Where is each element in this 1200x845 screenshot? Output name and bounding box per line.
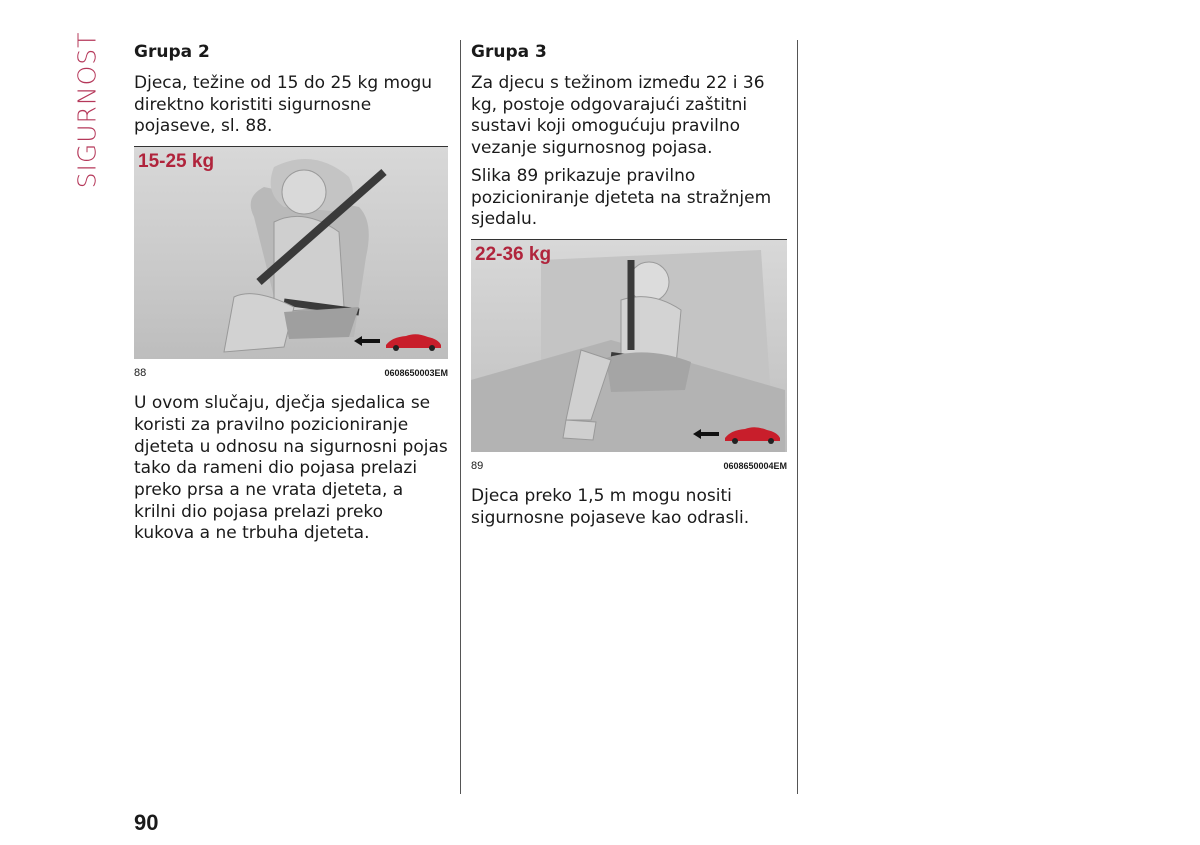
figure-88 (134, 146, 448, 359)
child-booster-seat-illustration (134, 147, 446, 359)
column-divider (797, 40, 798, 794)
section-tab (70, 31, 104, 189)
body-paragraph: U ovom slučaju, dječja sjedalica se koristi za pravilno pozicioniranje djeteta u odnosu na sigurnosni pojas tako da rameni dio pojasa prelazi preko prsa a ne vrata djeteta, a krilni dio pojasa prelazi preko kukova a ne trbuha djeteta. (134, 393, 448, 544)
intro-paragraph: Djeca, težine od 15 do 25 kg mogu direktno koristiti sigurnosne pojaseve, sl. 88. (134, 73, 433, 137)
intro-paragraph: Za djecu s težinom između 22 i 36 kg, postoje odgovarajući zaštitni sustavi koji omogućuju pravilno vezanje sigurnosnog pojasa. (471, 73, 765, 159)
figure-code: 0608650004EM (723, 460, 787, 471)
intro-paragraph-2: Slika 89 prikazuje pravilno pozicioniranje djeteta na stražnjem sjedalu. (471, 165, 772, 230)
figure-caption (471, 460, 787, 472)
figure-number: 88 (134, 367, 147, 380)
figure-89 (471, 239, 787, 452)
section-heading: Grupa 3 (471, 42, 547, 62)
column-divider (460, 40, 461, 794)
section-heading: Grupa 2 (134, 42, 210, 62)
section-tab-label: SIGURNOST (72, 31, 102, 189)
figure-code: 0608650003EM (384, 368, 448, 379)
column-group-2 (134, 40, 448, 551)
weight-label: 15-25 kg (138, 151, 215, 173)
body-paragraph: Djeca preko 1,5 m mogu nositi sigurnosne pojaseve kao odrasli. (471, 485, 750, 528)
figure-number: 89 (471, 459, 484, 472)
page-number: 90 (134, 810, 159, 835)
car-direction-icon (691, 422, 783, 446)
column-group-3 (471, 40, 787, 535)
child-rear-seat-illustration (471, 240, 785, 452)
figure-caption (134, 367, 448, 379)
weight-label: 22-36 kg (475, 243, 552, 265)
car-direction-icon (352, 329, 444, 353)
